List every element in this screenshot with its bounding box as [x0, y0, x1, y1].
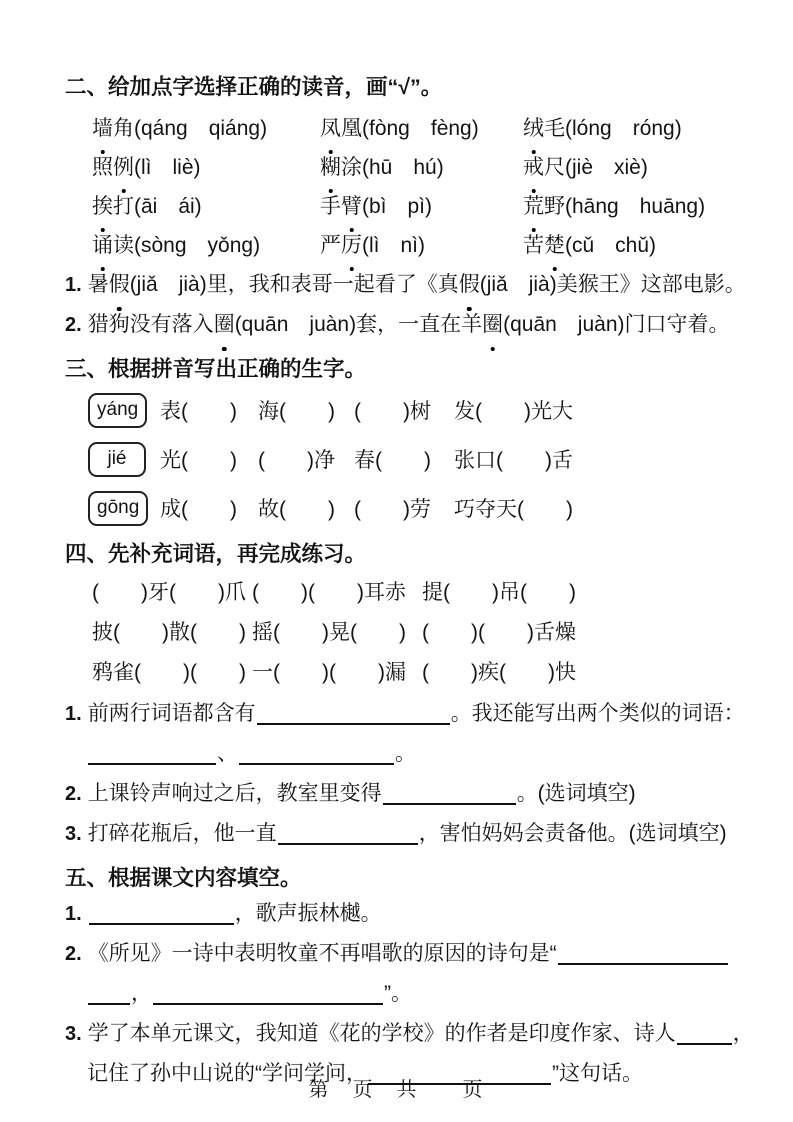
phrase-cell: 光( ): [160, 449, 237, 472]
section-2: [65, 72, 751, 345]
word-cell: 糊涂(hū hú): [320, 148, 523, 187]
dotted-char: 假: [109, 265, 130, 305]
phrase-cell: 海( ): [258, 400, 335, 423]
word-cell: 凤凰(fòng fèng): [320, 109, 523, 148]
text-line: 2. 猎狗没有落入圈(quān juàn)套，一直在羊圈(quān juàn)门口守着。: [65, 305, 751, 345]
page-footer: 第 页 共 页: [308, 1079, 485, 1101]
phrase-cell: 提( )吊( ): [422, 581, 576, 604]
item-number: 2.: [65, 314, 82, 336]
answer-blank: [89, 923, 234, 925]
pinyin-box: gōng: [88, 491, 148, 526]
item-number: 3.: [65, 823, 82, 845]
pinyin-box: yáng: [88, 393, 147, 428]
section-3: [65, 354, 751, 526]
section4-questions: [65, 694, 751, 854]
text-line: 记住了孙中山说的“学问学问， ”这句话。: [87, 1062, 643, 1085]
word-cell: 挨打(āi ái): [92, 187, 320, 226]
dotted-char: 楚: [544, 226, 565, 265]
text-line: 1. 暑假(jiǎ jià)里，我和表哥一起看了《真假(jiǎ jià)美猴王》这部电影。: [65, 265, 751, 305]
answer-blank: [239, 763, 394, 765]
pinyin-row: [88, 441, 751, 477]
dotted-char: 荒: [523, 187, 544, 226]
phrase-cell: 发( )光大: [454, 400, 573, 423]
item-number: 1.: [65, 274, 82, 296]
pronunciation-sentences: [65, 265, 751, 345]
pronunciation-grid: [92, 109, 751, 265]
text-line: 3. 打碎花瓶后，他一直 ，害怕妈妈会责备他。(选词填空): [65, 822, 727, 845]
phrase-cell: ( )疾( )快: [422, 661, 576, 684]
item-number: 2.: [65, 943, 82, 965]
item-number: 2.: [65, 783, 82, 805]
dotted-char: 凤: [320, 109, 341, 148]
word-cell: 严厉(lì nì): [320, 226, 523, 265]
phrase-cell: ( )( )耳赤: [252, 581, 406, 604]
phrase-cell: ( )牙( )爪: [92, 581, 246, 604]
answer-blank: [257, 723, 450, 725]
dotted-char: 假: [459, 265, 480, 305]
word-cell: 戒尺(jiè xiè): [523, 148, 751, 187]
dotted-char: 戒: [523, 148, 544, 187]
phrase-cell: ( )( )舌燥: [422, 621, 576, 644]
word-cell: 手臂(bì pì): [320, 187, 523, 226]
text-line: 、 。: [87, 734, 751, 774]
dotted-char: 挨: [92, 187, 113, 226]
dotted-char: 例: [113, 148, 134, 187]
pinyin-row: [88, 392, 751, 428]
answer-blank: [153, 1003, 383, 1005]
section-3-title: 三、根据拼音写出正确的生字。: [65, 357, 367, 381]
phrase-cell: 一( )( )漏: [252, 661, 406, 684]
phrase-cell: 表( ): [160, 400, 237, 423]
phrase-cell: 故( ): [258, 498, 335, 521]
phrase-cell: ( )树: [354, 400, 431, 423]
answer-blank: [88, 763, 216, 765]
phrase-cell: 春( ): [354, 449, 431, 472]
word-cell: 诵读(sòng yǒng): [92, 226, 320, 265]
section-4-title: 四、先补充词语，再完成练习。: [65, 542, 367, 566]
word-cell: 绒毛(lóng róng): [523, 109, 751, 148]
dotted-char: 诵: [92, 226, 113, 265]
phrase-cell: 张口( )舌: [454, 449, 573, 472]
text-line: 1. 前两行词语都含有 。我还能写出两个类似的词语：: [65, 702, 745, 725]
phrase-cell: 巧夺天( ): [454, 498, 573, 521]
phrase-cell: ( )劳: [354, 498, 431, 521]
item-number: 1.: [65, 903, 82, 925]
dotted-char: 臂: [341, 187, 362, 226]
dotted-char: 糊: [320, 148, 341, 187]
text-line: 3. 学了本单元课文，我知道《花的学校》的作者是印度作家、诗人 ，: [65, 1022, 754, 1045]
phrase-cell: ( )净: [258, 449, 335, 472]
pinyin-row: [88, 490, 751, 526]
section-5-title: 五、根据课文内容填空。: [65, 866, 302, 890]
section-5: [65, 863, 754, 1094]
word-cell: 荒野(hāng huāng): [523, 187, 751, 226]
phrase-cell: 披( )散( ): [92, 621, 246, 644]
pinyin-box: jié: [88, 442, 146, 477]
answer-blank: [88, 1003, 130, 1005]
dotted-char: 圈: [214, 305, 235, 345]
item-number: 1.: [65, 703, 82, 725]
answer-blank: [278, 843, 418, 845]
text-line: ， ”。: [87, 974, 751, 1014]
answer-blank: [383, 803, 516, 805]
phrase-cell: 摇( )晃( ): [252, 621, 406, 644]
answer-blank: [558, 963, 728, 965]
phrase-grid: [92, 573, 751, 693]
text-line: 1. ，歌声振林樾。: [65, 902, 382, 925]
phrase-cell: 成( ): [160, 498, 237, 521]
section5-questions: [65, 894, 754, 1094]
word-cell: 照例(lì liè): [92, 148, 320, 187]
dotted-char: 圈: [482, 305, 503, 345]
text-line: 2. 上课铃声响过之后，教室里变得 。(选词填空): [65, 782, 636, 805]
dotted-char: 墙: [92, 109, 113, 148]
word-cell: 墙角(qáng qiáng): [92, 109, 320, 148]
word-cell: 苦楚(cǔ chǔ): [523, 226, 751, 265]
section-4: [65, 539, 751, 854]
phrase-cell: 鸦雀( )( ): [92, 661, 246, 684]
dotted-char: 厉: [341, 226, 362, 265]
item-number: 3.: [65, 1023, 82, 1045]
text-line: 2. 《所见》一诗中表明牧童不再唱歌的原因的诗句是“: [65, 934, 751, 974]
answer-blank: [677, 1043, 732, 1045]
dotted-char: 绒: [523, 109, 544, 148]
section-2-title: 二、给加点字选择正确的读音，画“√”。: [65, 75, 443, 99]
pinyin-rows: [65, 392, 751, 526]
